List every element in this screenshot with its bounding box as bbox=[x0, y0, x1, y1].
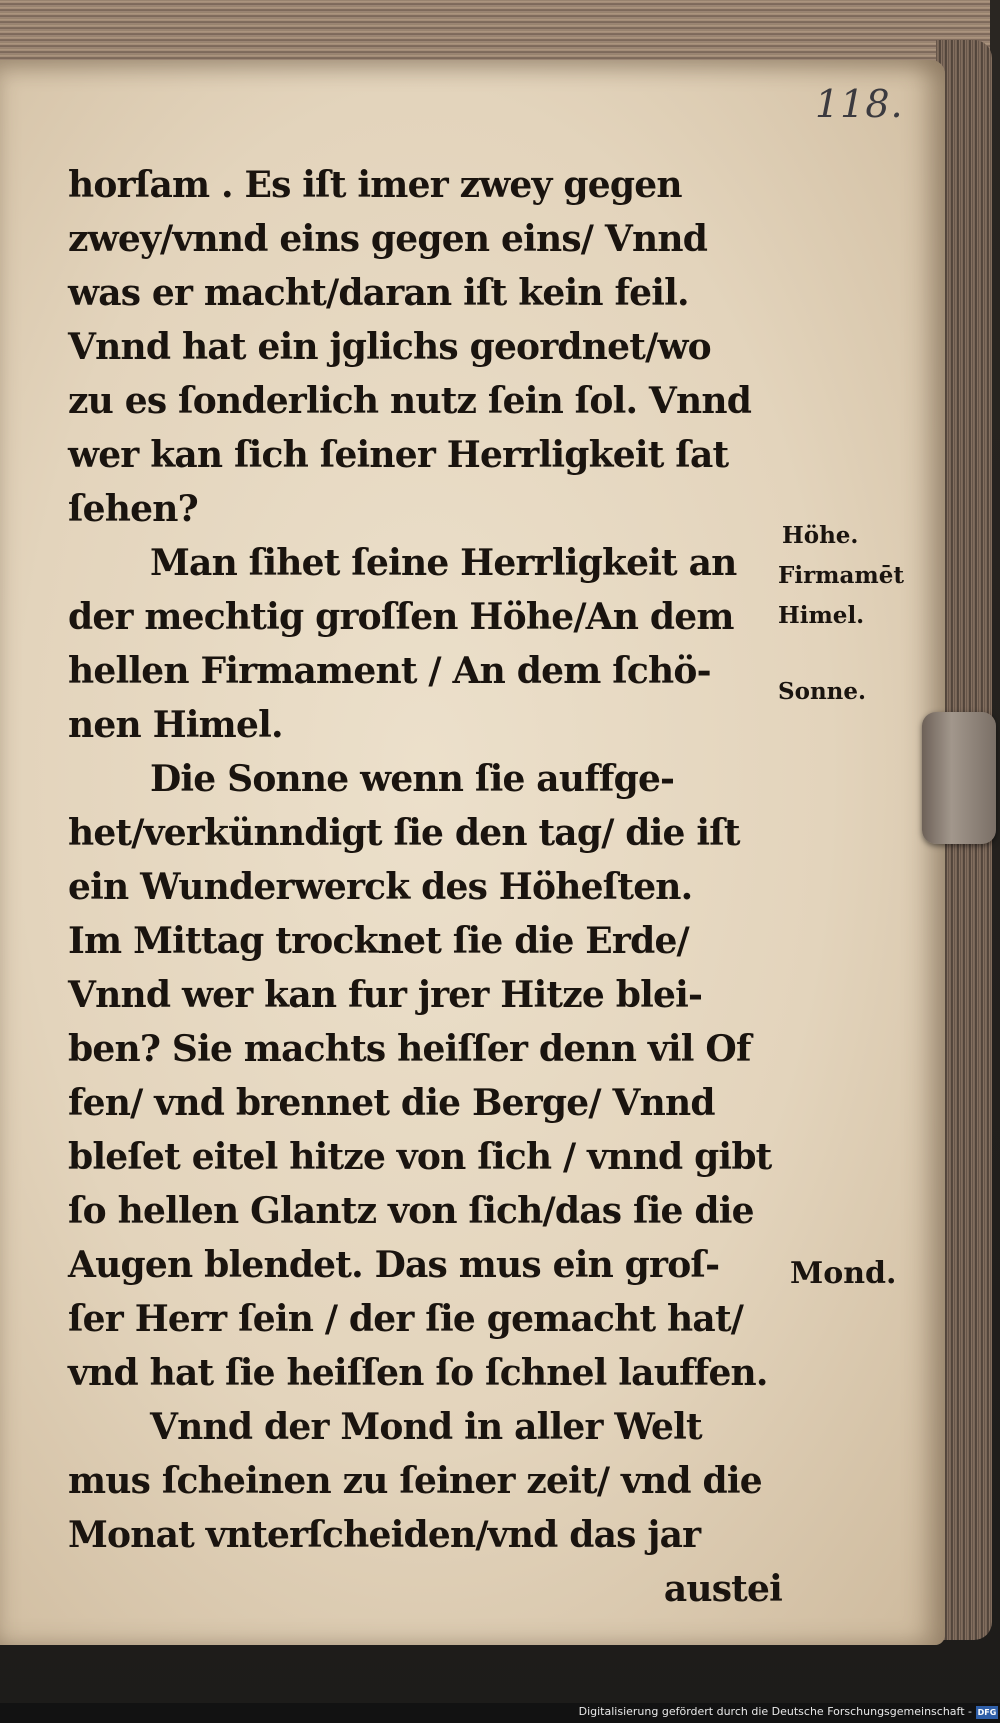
folio-number: 118. bbox=[815, 82, 904, 126]
text-line: wer kan ſich ſeiner Herrligkeit ſat bbox=[68, 434, 729, 476]
text-line: was er macht/daran iſt kein feil. bbox=[68, 272, 689, 314]
footer-credit: Digitalisierung gefördert durch die Deutsche Forschungsgemeinschaft - bbox=[578, 1705, 972, 1718]
text-line: mus ſcheinen zu ſeiner zeit/ vnd die bbox=[68, 1460, 762, 1502]
page-body-text bbox=[68, 158, 788, 1616]
text-line: Vnnd wer kan fur jrer Hitze blei- bbox=[68, 974, 703, 1016]
text-line: ſo hellen Glantz von ſich/das ſie die bbox=[68, 1190, 754, 1232]
margin-note-hoehe: Höhe. bbox=[782, 522, 859, 549]
dfg-logo: DFG bbox=[977, 1708, 997, 1717]
margin-note-firmament: Firmamēt bbox=[778, 562, 905, 589]
text-line: Man ſihet ſeine Herrligkeit an bbox=[150, 542, 737, 584]
text-line: ben? Sie machts heiſſer denn vil Of bbox=[68, 1028, 751, 1070]
footer-bar bbox=[0, 1703, 1000, 1723]
text-line: Im Mittag trocknet ſie die Erde/ bbox=[68, 920, 689, 962]
text-line: nen Himel. bbox=[68, 704, 283, 746]
text-line: Augen blendet. Das mus ein groſ- bbox=[68, 1244, 720, 1286]
text-line: ſer Herr ſein / der ſie gemacht hat/ bbox=[68, 1298, 744, 1340]
text-line: bleſet eitel hitze von ſich / vnnd gibt bbox=[68, 1136, 772, 1178]
text-line: het/verkünndigt ſie den tag/ die iſt bbox=[68, 812, 740, 854]
text-line: horſam . Es iſt imer zwey gegen bbox=[68, 164, 682, 206]
margin-note-sonne: Sonne. bbox=[778, 678, 867, 705]
text-line: Vnnd hat ein jglichs geordnet/wo bbox=[68, 326, 711, 368]
text-line: zwey/vnnd eins gegen eins/ Vnnd bbox=[68, 218, 708, 260]
text-line: hellen Firmament / An dem ſchö- bbox=[68, 650, 711, 692]
text-line: vnd hat ſie heiſſen ſo ſchnel lauffen. bbox=[68, 1352, 768, 1394]
text-line: zu es ſonderlich nutz ſein ſol. Vnnd bbox=[68, 380, 752, 422]
text-line: Die Sonne wenn ſie auffge- bbox=[150, 758, 675, 800]
margin-note-himel: Himel. bbox=[778, 602, 865, 629]
text-line: Vnnd der Mond in aller Welt bbox=[150, 1406, 702, 1448]
catchword: austei bbox=[663, 1568, 782, 1610]
text-line: ein Wunderwerck des Höheſten. bbox=[68, 866, 693, 908]
text-line: der mechtig groſſen Höhe/An dem bbox=[68, 596, 734, 638]
margin-note-mond: Mond. bbox=[790, 1256, 897, 1291]
text-line: Monat vnterſcheiden/vnd das jar bbox=[68, 1514, 701, 1556]
text-line: fen/ vnd brennet die Berge/ Vnnd bbox=[68, 1082, 715, 1124]
book-clip bbox=[922, 712, 996, 844]
text-line: ſehen? bbox=[68, 488, 198, 530]
